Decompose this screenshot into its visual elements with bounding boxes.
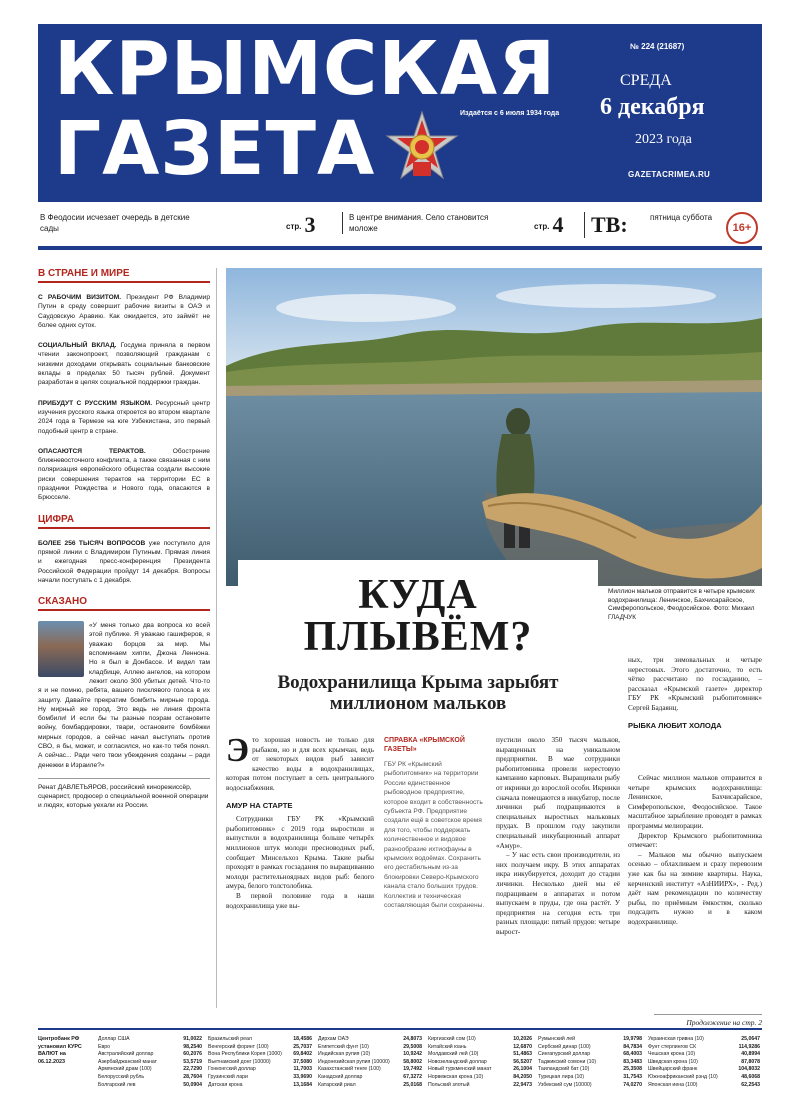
rate-row: [538, 1066, 642, 1074]
currency-name: Казахстанский тенге (100): [318, 1066, 381, 1073]
teaser-kindergarten[interactable]: В Феодосии исчезает очередь в детские сады: [40, 213, 190, 233]
rate-row: [648, 1051, 760, 1059]
currency-name: Швейцарский франк: [648, 1066, 698, 1073]
publication-since: Издаётся с 6 июля 1934 года: [460, 110, 560, 117]
issue-number: № 224 (21687): [630, 42, 685, 51]
rate-row: [318, 1082, 422, 1090]
rate-row: [208, 1066, 312, 1074]
currency-rate: 22,7290: [183, 1066, 202, 1073]
currency-rate: 56,5207: [513, 1058, 532, 1065]
rates-column: [208, 1036, 312, 1089]
paragraph-text: то хорошая новость не только для рыбаков, но и для всех крымчан, ведь от некоторых видов рыб зависит качество воды в водохранилищах, которая потом поступает в сеть центрального водоснабжения.: [226, 736, 374, 792]
quote-text: «У меня только два вопроса ко всей этой публике. Я уважаю гашиферов, я уважаю борцов за мир. Мы вспоминаем хиппи, Джона Леннона. Но я был в Донбассе. И видел там кладбище, Аллею ангелов, на котором лежит около 300 убитых детей. Что-то я и не помню, ребята, вашего писклявого голоса в их защиту. Давайте прекратим бомбить мирные города. Ну мирный же город. Это ведь не линия фронта бомбили! И если бы ты разные поэрам остановите войну, бомбардировки, твари, остановите бомбёжки мирных городов, а сейчас начал выступать против СВО, я бы, может, и согласился, но как-то тебя понял. А сейчас... Ради чего твои убеждения созданы – ради денежки в Израиле?»: [38, 622, 210, 769]
currency-rate: 40,8994: [741, 1051, 760, 1058]
page-label: стр.: [286, 222, 302, 231]
article-paragraph: ных, три зимовальных и четыре нерестовых. Этого достаточно, то есть чётко рассчитано по госзаданию, – рассказал «Крымской газете» директор ГБУ РК «Крымский рыбопитомник» Сергей Бадаянц.: [628, 656, 762, 712]
article-paragraph: – Мальков мы обычно выпускаем осенью – облахливаем и сразу перевозим уже как бы на зимние квартиры. Наука, керченский институт «АзНИИРХ», - Ред.) даёт нам рекомендации по количеству рыбы, по приёмным ёмкостям, сколько подсадить нужно и в каком водохранилище.: [628, 850, 762, 926]
article-paragraph: [226, 732, 374, 794]
currency-name: Дирхам ОАЭ: [318, 1036, 349, 1042]
currency-name: Бразильский реал: [208, 1036, 252, 1042]
currency-name: Вона Республики Корея (1000): [208, 1051, 282, 1058]
currency-rate: 60,2076: [183, 1051, 202, 1058]
currency-name: Сербский динар (100): [538, 1043, 591, 1050]
brief-text: Президент РФ Владимир Путин в среду совершит рабочие визиты в ОАЭ и Саудовскую Аравию. Как ожидается, это займёт не более одних суток.: [38, 294, 210, 329]
currency-rate: 51,4863: [513, 1051, 532, 1058]
teaser-strip: [38, 210, 762, 248]
currency-rate: 37,5080: [293, 1058, 312, 1065]
section-heading-quote: СКАЗАНО: [38, 596, 210, 611]
main-photo: [226, 268, 762, 586]
brief-lead: БОЛЕЕ 256 ТЫСЯЧ ВОПРОСОВ: [38, 539, 146, 547]
rate-row: [428, 1036, 532, 1044]
subheadline: Водохранилища Крыма зарыбят миллионом мальков: [277, 672, 559, 714]
currency-rate: 67,3272: [403, 1073, 422, 1080]
currency-name: Катарский риал: [318, 1081, 356, 1088]
headline-line1: КУДА: [358, 572, 478, 618]
currency-rate: 10,9242: [403, 1051, 422, 1058]
currency-name: Египетский фунт (10): [318, 1043, 369, 1050]
currency-name: Польский злотый: [428, 1081, 470, 1088]
currency-rate: 62,2543: [741, 1081, 760, 1088]
currency-rate: 91,0022: [183, 1036, 202, 1042]
currency-rate: 26,1004: [513, 1066, 532, 1073]
brief-lead: С РАБОЧИМ ВИЗИТОМ.: [38, 294, 122, 301]
currency-rate: 25,0647: [741, 1036, 760, 1042]
currency-name: Фунт стерлингов СК: [648, 1043, 697, 1050]
rate-row: [98, 1082, 202, 1090]
brief-lead: СОЦИАЛЬНЫЙ ВКЛАД.: [38, 342, 117, 350]
rate-row: [208, 1082, 312, 1090]
news-brief: [38, 447, 210, 503]
page-number: 4: [552, 212, 564, 237]
article-paragraph: Директор Крымского рыбопитомника отмечает:: [628, 831, 762, 850]
currency-rate: 10,2026: [513, 1036, 532, 1042]
currency-name: Новый туркменский манат: [428, 1066, 492, 1073]
rate-row: [98, 1036, 202, 1044]
currency-name: Гонконгский доллар: [208, 1066, 256, 1073]
website-link[interactable]: GAZETACRIMEA.RU: [628, 170, 711, 179]
article-column-1: [226, 732, 374, 911]
main-headline: [238, 574, 598, 658]
divider: [38, 246, 762, 250]
currency-name: Шведская крона (10): [648, 1058, 698, 1065]
continued-link[interactable]: Продолжение на стр. 2: [654, 1014, 762, 1027]
rate-row: [428, 1074, 532, 1082]
rate-row: [98, 1066, 202, 1074]
brief-lead: ПРИБУДУТ С РУССКИМ ЯЗЫКОМ.: [38, 399, 153, 407]
currency-name: Австралийский доллар: [98, 1051, 154, 1058]
page-label: стр.: [534, 222, 550, 231]
age-rating-badge: 16+: [726, 212, 758, 244]
rate-row: [538, 1074, 642, 1082]
currency-rate: 114,9286: [738, 1043, 760, 1050]
issue-year: 2023 года: [635, 132, 692, 147]
rate-row: [208, 1074, 312, 1082]
currency-rate: 19,9798: [623, 1036, 642, 1042]
currency-rates: [38, 1028, 762, 1099]
currency-rate: 18,4586: [293, 1036, 312, 1042]
currency-name: Канадский доллар: [318, 1073, 363, 1080]
currency-name: Грузинский лари: [208, 1073, 248, 1080]
rates-column: [648, 1036, 760, 1089]
currency-rate: 25,0168: [403, 1081, 422, 1088]
currency-name: Индонезийская рупия (10000): [318, 1058, 390, 1065]
currency-name: Вьетнамский донг (10000): [208, 1058, 271, 1065]
currency-rate: 48,6068: [741, 1073, 760, 1080]
currency-name: Доллар США: [98, 1036, 130, 1042]
rate-row: [98, 1051, 202, 1059]
currency-rate: 74,0270: [623, 1081, 642, 1088]
currency-rate: 58,8002: [403, 1058, 422, 1065]
currency-name: Турецкая лира (10): [538, 1073, 585, 1080]
caption-text: Миллион мальков отправится в четыре крымских водохранилища: Ленинское, Бахчисарайское, Симферопольское, Феодосийское.: [608, 588, 755, 613]
rates-info: Центробанк РФ установил КУРС ВАЛЮТ на 06.12.2023: [38, 1036, 82, 1065]
currency-rate: 19,7492: [403, 1066, 422, 1073]
rate-row: [648, 1082, 760, 1090]
article-column-3: [496, 736, 620, 937]
currency-name: Датская крона: [208, 1081, 243, 1088]
reference-text: ГБУ РК «Крымский рыбопитомник» на территории России единственное рыбоводное предприятие, которое входит в собственность субъекта РФ. Предприятие создали ещё в советское время для того, чтобы поддержать количественное и видовое разнообразие ихтиофауны в крымских водоёмах. Сохранить его дестабильным из-за блокировки Северо-Крымского канала стало больших трудов. Коллектив и техническая составляющая были сохранены.: [384, 761, 485, 910]
currency-rate: 84,2050: [513, 1073, 532, 1080]
brief-text: Ресурсный центр изучения русского языка откроется во втором квартале 2024 года в Термезе на юге Узбекистана, это первый подобный центр в стране.: [38, 399, 210, 435]
article-column-4: [628, 774, 762, 928]
currency-rate: 11,7003: [293, 1066, 312, 1073]
currency-rate: 53,5719: [183, 1058, 202, 1065]
quote-author: Ренат ДАВЛЕТЬЯРОВ, российский кинорежиссёр, сценарист, продюсер о специальной военной операции и людях, которые уехали из России.: [38, 778, 210, 811]
article-column-4-top: [628, 656, 762, 735]
currency-rate: 104,8032: [738, 1066, 760, 1073]
currency-name: Украинская гривна (10): [648, 1036, 704, 1042]
news-brief: [38, 341, 210, 387]
currency-rate: 25,7037: [293, 1043, 312, 1050]
rate-row: [98, 1074, 202, 1082]
page-number: 3: [304, 212, 316, 237]
rates-column: [538, 1036, 642, 1089]
subsection-heading: АМУР НА СТАРТЕ: [226, 800, 293, 810]
subsection-heading: РЫБКА ЛЮБИТ ХОЛОДА: [628, 720, 722, 730]
rate-row: [318, 1051, 422, 1059]
currency-name: Японская иена (100): [648, 1081, 698, 1088]
brief-text: Обострение ближневосточного конфликта, а также связанная с ним поляризация европейского общества создали высокие риски совершения терактов на территории ЕС в праздники Рождества и Нового года, опасаются в Брюсселе.: [38, 447, 210, 502]
teaser-village[interactable]: В центре внимания. Село становится моложе: [342, 212, 492, 234]
rate-row: [538, 1082, 642, 1090]
rate-row: [318, 1074, 422, 1082]
currency-name: Киргизский сом (10): [428, 1036, 476, 1042]
currency-rate: 87,8078: [741, 1058, 760, 1065]
reference-box: [384, 736, 488, 1022]
article-paragraph: Сейчас миллион мальков отправится в четыре крымских водохранилища: Ленинское, Бахчисарайское, Симферопольское, Феодосийское. Такое масштабное зарыбление проводят в рамках программы мелиорации.: [628, 774, 762, 830]
currency-name: Чешская крона (10): [648, 1051, 696, 1058]
article-paragraph: пустили около 350 тысяч мальков, выращенных на уникальном предприятии. В мае сотрудники рыбопитомника провели нерестовую кампанию карповых. Выращивали рыбу от икринки до взрослой особи. Икринки сначала помещаются в инкубатор, после личинки рыб подращиваются в специальных выростных мальковых прудах. В прошлом году закупили специальный инкубационный аппарат «Амур».: [496, 736, 620, 850]
currency-rate: 33,9690: [293, 1073, 312, 1080]
currency-rate: 31,7543: [623, 1073, 642, 1080]
news-brief: [38, 399, 210, 436]
currency-rate: 24,8073: [403, 1036, 422, 1042]
currency-name: Венгерский форинт (100): [208, 1043, 269, 1050]
teaser-page-ref-3[interactable]: [286, 212, 315, 238]
currency-rate: 68,4003: [623, 1051, 642, 1058]
rate-row: [648, 1066, 760, 1074]
rate-row: [648, 1074, 760, 1082]
order-emblem-icon: [383, 110, 461, 188]
masthead: [38, 24, 762, 202]
brief-text: уже поступило для прямой линии с Владимиром Путиным. Прямая линия и ежегодная пресс-конференция Президента Российской Федерации пройдут 14 декабря. Вопросы начали поступать с 1 декабря.: [38, 539, 210, 584]
currency-name: Новозеландский доллар: [428, 1058, 487, 1065]
rate-row: [428, 1066, 532, 1074]
currency-rate: 50,0904: [183, 1081, 202, 1088]
currency-name: Болгарский лев: [98, 1081, 136, 1088]
brief-text: Госдума приняла в первом чтении законопроект, позволяющий гражданам с низкими доходами открывать социальные банковские вклады в пределах 50 тысяч рублей. Документ разработан в целях социальной поддержки граждан.: [38, 342, 210, 387]
currency-name: Таиландский бат (10): [538, 1066, 590, 1073]
currency-name: Узбекский сум (10000): [538, 1081, 592, 1088]
currency-name: Евро: [98, 1043, 110, 1050]
article-paragraph: – У нас есть свои производители, из них получаем икру. В этих аппаратах икра инкубируется, доходит до стадии личинки. Несколько дней мы её подращиваем в аппаратах и потом выпускаем в пруды, где она растёт. У предприятия на сегодня есть три разных площади: пятый прудов: четыре вырост-: [496, 851, 620, 936]
tv-label[interactable]: ТВ:: [584, 212, 628, 238]
rate-row: [428, 1051, 532, 1059]
rate-row: [208, 1044, 312, 1052]
weekday: СРЕДА: [620, 72, 672, 89]
rate-row: [428, 1082, 532, 1090]
figure-brief: [38, 539, 210, 585]
currency-name: Таджикский сомони (10): [538, 1058, 597, 1065]
drop-cap: Э: [226, 732, 250, 769]
rate-row: [318, 1036, 422, 1044]
currency-rate: 12,6870: [513, 1043, 532, 1050]
reference-heading: СПРАВКА «КРЫМСКОЙ ГАЗЕТЫ»: [384, 737, 465, 753]
currency-rate: 83,3483: [623, 1058, 642, 1065]
teaser-page-ref-4[interactable]: [534, 212, 563, 238]
currency-name: Армянский драм (100): [98, 1066, 152, 1073]
photo-credit: Фото: Михаил ГЛАДЧУК: [608, 605, 755, 621]
rates-column: [428, 1036, 532, 1089]
quote-block: [38, 621, 210, 770]
column-divider: [216, 268, 217, 1008]
currency-name: Сингапурский доллар: [538, 1051, 591, 1058]
brief-lead: ОПАСАЮТСЯ ТЕРАКТОВ.: [38, 447, 146, 455]
rate-row: [538, 1036, 642, 1044]
currency-rate: 25,3508: [623, 1066, 642, 1073]
newspaper-title-line2: ГАЗЕТА: [54, 106, 376, 192]
currency-rate: 69,8402: [293, 1051, 312, 1058]
article-paragraph: Сотрудники ГБУ РК «Крымский рыбопитомник» с 2019 года выростили и выпустили в водохранилища больше четырёх миллионов штук молоди пресноводных рыб, сообщает Минсельхоз Крыма. Такие рыбы проходят в рамках госзадания по выращиванию молоди растительноядных видов рыб: белого амура, белого толстолобика.: [226, 815, 374, 891]
rate-row: [208, 1051, 312, 1059]
currency-rate: 22,9473: [513, 1081, 532, 1088]
rate-row: [208, 1036, 312, 1044]
rate-row: [538, 1051, 642, 1059]
currency-name: Южноафриканский рэнд (10): [648, 1073, 718, 1080]
author-photo: [38, 621, 84, 677]
rates-column: [98, 1036, 202, 1089]
currency-name: Молдавский лей (10): [428, 1051, 479, 1058]
currency-name: Азербайджанский манат: [98, 1058, 157, 1065]
currency-rate: 84,7834: [623, 1043, 642, 1050]
headline-line2: ПЛЫВЁМ?: [303, 614, 533, 660]
section-heading-news: В СТРАНЕ И МИРЕ: [38, 268, 210, 283]
currency-name: Китайский юань: [428, 1043, 467, 1050]
rates-column: [318, 1036, 422, 1089]
currency-name: Норвежская крона (10): [428, 1073, 484, 1080]
rate-row: [648, 1036, 760, 1044]
article-paragraph: В первой половине года в наши водохранилища уже вы-: [226, 891, 374, 910]
tv-days: пятница суббота: [650, 213, 713, 222]
headline-box: [238, 560, 598, 730]
currency-rate: 13,1684: [293, 1081, 312, 1088]
newspaper-page: [38, 24, 762, 1099]
currency-name: Индийская рупия (10): [318, 1051, 371, 1058]
issue-date: 6 декабря: [600, 94, 705, 120]
photo-caption: [608, 588, 760, 622]
section-heading-figure: ЦИФРА: [38, 514, 210, 529]
currency-name: Румынский лей: [538, 1036, 576, 1042]
currency-rate: 29,5008: [403, 1043, 422, 1050]
rate-row: [648, 1044, 760, 1052]
newspaper-title-line1: КРЫМСКАЯ: [54, 26, 557, 112]
currency-rate: 28,7604: [183, 1073, 202, 1080]
news-column: [38, 268, 210, 811]
news-brief: [38, 293, 210, 330]
currency-rate: 98,2540: [183, 1043, 202, 1050]
rate-row: [318, 1066, 422, 1074]
currency-name: Белорусский рубль: [98, 1073, 145, 1080]
